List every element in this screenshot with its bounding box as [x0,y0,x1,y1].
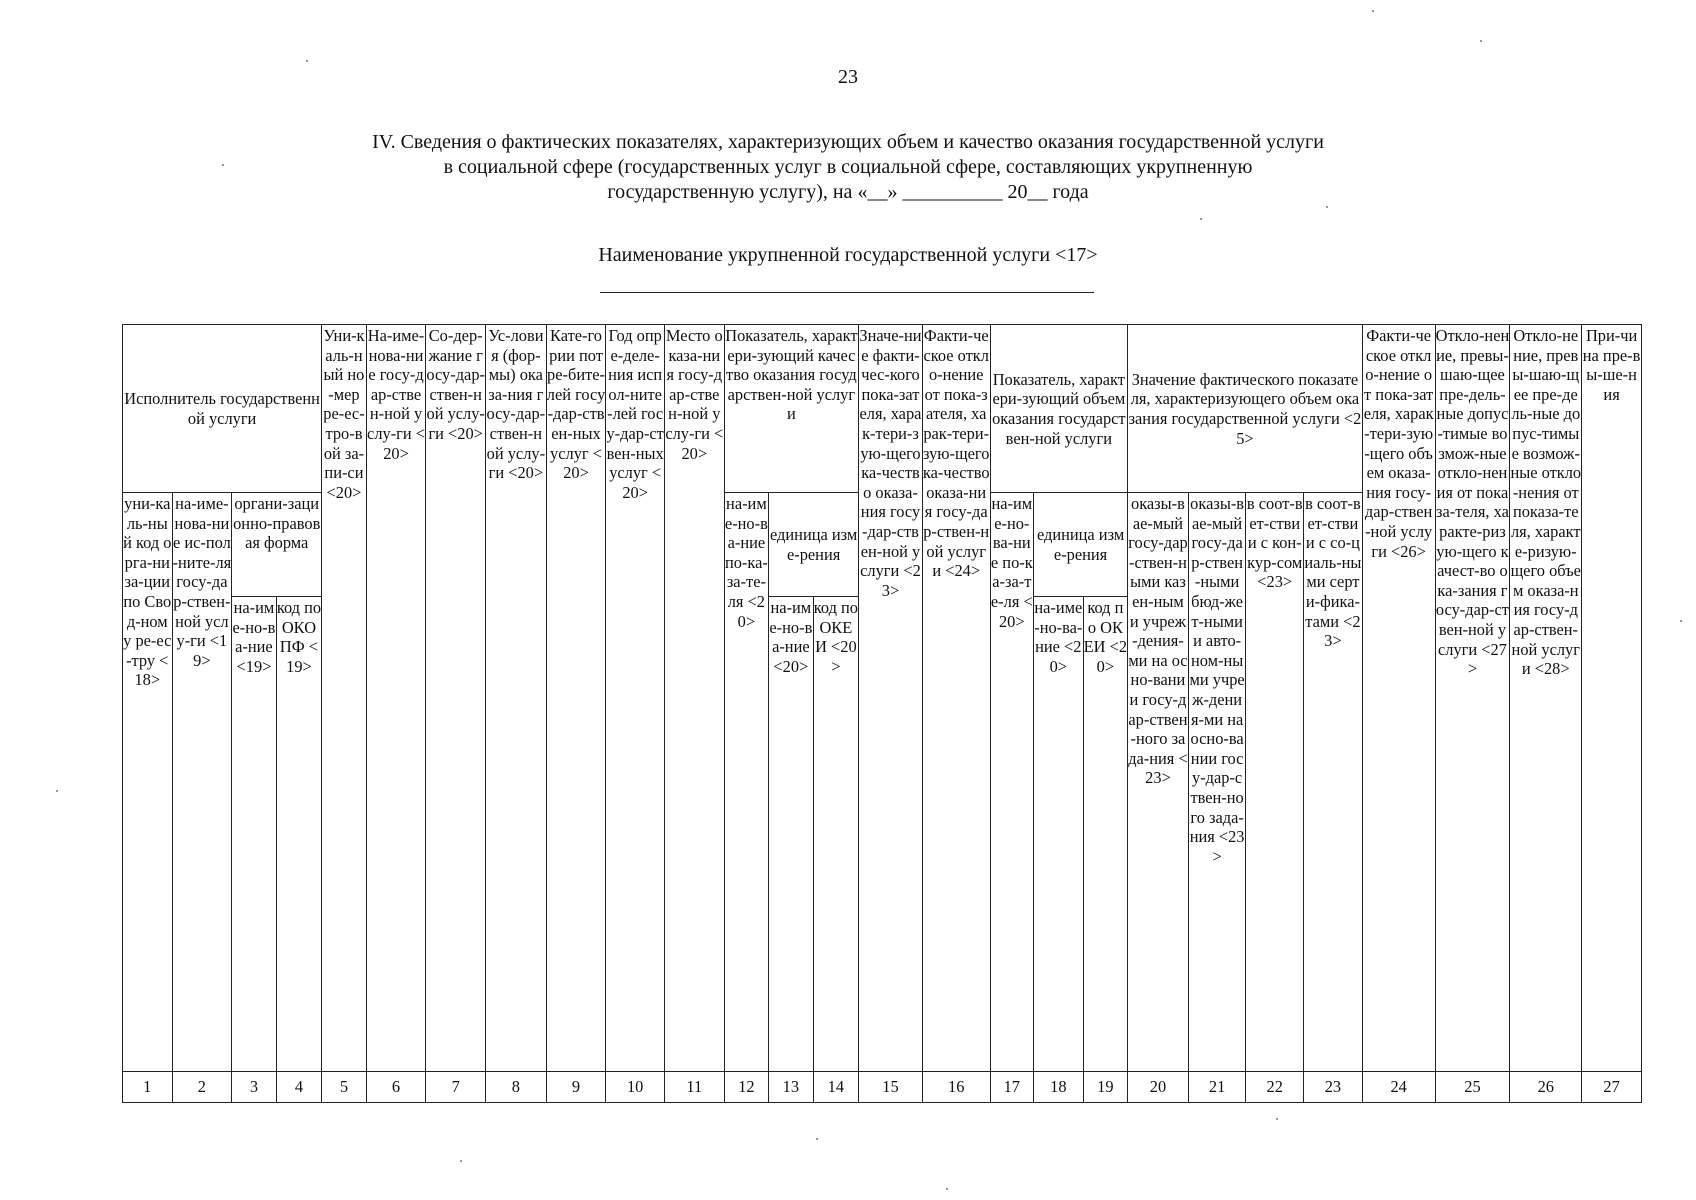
page-number: 23 [838,66,858,88]
executor-year-header: Год опре-деле-ния испол-ните-лей госу-дар-ствен-ных услуг <20> [606,325,665,1072]
quality-indicator-name-header: на-име-но-ва-ние по-ка-за-те-ля <20> [724,493,768,1072]
column-number: 21 [1188,1072,1246,1103]
quality-unit-name-header: на-име-но-ва-ние <20> [769,597,813,1072]
volume-indicator-name-header: на-име-но-ва-ние по-ка-за-те-ля <20> [990,493,1033,1072]
service-conditions-header: Ус-ловия (фор-мы) оказа-ния госу-дар-ствен-ной услу-ги <20> [486,325,547,1072]
volume-competition-header: в соот-вет-ствии с кон-кур-сом <23> [1246,493,1304,1072]
quality-okei-code-header: код по ОКЕИ <20> [813,597,859,1072]
heading-line-1: IV. Сведения о фактических показателях, характеризующих объем и качество оказания государственной услуги [372,131,1324,153]
consolidated-service-name-blank [600,292,1094,293]
volume-state-task-header: оказы-вае-мый госу-дар-ствен-ными казен-ными учреж-дения-ми на осно-вании госу-дар-ствен-ного зада-ния <23> [1128,493,1189,1072]
column-number: 4 [276,1072,322,1103]
volume-indicator-group-header: Показатель, характери-зующий объем оказания государствен-ной услуги [990,325,1128,493]
quality-actual-value-header: Значе-ние факти-чес-кого пока-зателя, харак-тери-зую-щего ка-чество оказа-ния госу-дар-ствен-ной услуги <23> [859,325,923,1072]
volume-budget-autonomous-header: оказы-вае-мый госу-дар-ствен-ными бюд-жет-ными и авто-ном-ными учреж-дения-ми на осно-вании госу-дар-ствен-ного зада-ния <23> [1188,493,1246,1072]
column-number: 17 [990,1072,1033,1103]
service-name-header: На-име-нова-ние госу-дар-ствен-ной услу-ги <20> [366,325,426,1072]
volume-okei-code-header: код по ОКЕИ <20> [1083,597,1128,1072]
service-content-header: Со-дер-жание госу-дар-ствен-ной услу-ги <20> [426,325,486,1072]
column-number: 16 [922,1072,990,1103]
executor-name-header: на-име-нова-ние ис-пол-ните-ля госу-дар-ствен-ной услу-ги <19> [172,493,232,1072]
column-number: 22 [1246,1072,1304,1103]
column-number-row [123,1072,1642,1103]
legal-form-code-header: код по ОКО ПФ <19> [276,597,322,1072]
column-number: 20 [1128,1072,1189,1103]
actual-indicators-table [122,324,1642,1103]
column-number: 19 [1083,1072,1128,1103]
quality-actual-deviation-header: Факти-ческое откло-нение от пока-зателя, харак-тери-зую-щего ка-чество оказа-ния госу-дар-ствен-ной услуги <24> [922,325,990,1072]
column-number: 2 [172,1072,232,1103]
column-number: 6 [366,1072,426,1103]
column-number: 7 [426,1072,486,1103]
column-number: 5 [322,1072,366,1103]
consolidated-service-name-label: Наименование укрупненной государственной услуги <17> [598,244,1098,266]
volume-certificates-header: в соот-вет-ствии с со-циаль-ными серти-фика-тами <23> [1304,493,1363,1072]
column-number: 14 [813,1072,859,1103]
consumer-categories-header: Кате-гории потре-бите-лей госу-дар-ствен-ных услуг <20> [546,325,606,1072]
column-number: 24 [1362,1072,1435,1103]
executor-group-header: Исполнитель государственной услуги [123,325,322,493]
excess-reason-header: При-чина пре-вы-ше-ния [1582,325,1642,1072]
volume-excess-deviation-header: Откло-нение, превы-шаю-щее пре-дель-ные допус-тимые возмож-ные откло-нения от показа-теля, характе-ризую-щего объем оказа-ния госу-дар-ствен-ной услуги <28> [1510,325,1582,1072]
quality-indicator-group-header: Показатель, характери-зующий качество оказания государствен-ной услуги [724,325,858,493]
column-number: 3 [232,1072,276,1103]
column-number: 18 [1034,1072,1084,1103]
volume-unit-group-header: единица изме-рения [1034,493,1128,597]
column-number: 15 [859,1072,923,1103]
volume-actual-deviation-header: Факти-ческое откло-нение от пока-зателя, харак-тери-зую-щего объем оказа-ния госу-дар-ствен-ной услуги <26> [1362,325,1435,1072]
column-number: 12 [724,1072,768,1103]
column-number: 8 [486,1072,547,1103]
column-number: 10 [606,1072,665,1103]
legal-form-name-header: на-име-но-ва-ние <19> [232,597,276,1072]
column-number: 26 [1510,1072,1582,1103]
unique-registry-number-header: Уни-каль-ный но-мер ре-ес-тро-вой за-пи-си <20> [322,325,366,1072]
column-number: 9 [546,1072,606,1103]
quality-unit-group-header: единица изме-рения [769,493,859,597]
column-number: 11 [664,1072,724,1103]
unique-org-code-header: уни-каль-ный код орга-низа-ции по Свод-ному ре-ес-тру <18> [123,493,173,1072]
service-place-header: Место оказа-ния госу-дар-ствен-ной услу-ги <20> [664,325,724,1072]
heading-line-3: государственную услугу), на «__» __________ 20__ года [607,181,1089,203]
heading-line-2: в социальной сфере (государственных услуг в социальной сфере, составляющих укрупненную [443,156,1253,178]
column-number: 13 [769,1072,813,1103]
column-number: 27 [1582,1072,1642,1103]
column-number: 1 [123,1072,173,1103]
volume-unit-name-header: на-име-но-ва-ние <20> [1034,597,1084,1072]
section-heading [170,130,1526,205]
column-number: 25 [1435,1072,1510,1103]
column-number: 23 [1304,1072,1363,1103]
volume-value-group-header: Значение фактического показателя, характеризующего объем оказания государственной услуги <25> [1128,325,1363,493]
legal-form-group-header: органи-зационно-правовая форма [232,493,322,597]
quality-excess-deviation-header: Откло-нение, превы-шаю-щее пре-дель-ные допус-тимые возмож-ные откло-нения от показа-теля, характе-ризую-щего качест-во ока-зания госу-дар-ствен-ной услуги <27> [1435,325,1510,1072]
